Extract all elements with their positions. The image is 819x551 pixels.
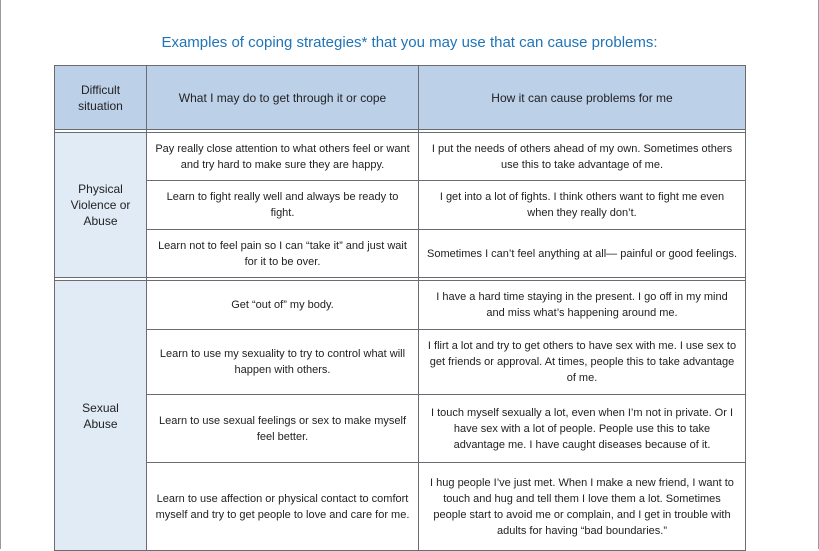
table-row (55, 181, 746, 230)
cope-cell: Learn to fight really well and always be ready to fight. (147, 181, 419, 230)
cope-cell: Learn not to feel pain so I can “take it” and just wait for it to be over. (147, 230, 419, 278)
cope-cell: Get “out of” my body. (147, 281, 419, 330)
cope-cell: Pay really close attention to what others feel or want and try hard to make sure they are happy. (147, 133, 419, 181)
situation-sexual: Sexual Abuse (55, 281, 147, 551)
page-title: Examples of coping strategies* that you may use that can cause problems: (161, 34, 658, 51)
table-row (55, 281, 746, 330)
table-row (55, 395, 746, 463)
problem-cell: Sometimes I can’t feel anything at all— painful or good feelings. (419, 230, 746, 278)
cope-cell: Learn to use affection or physical contact to comfort myself and try to get people to love and care for me. (147, 463, 419, 551)
table-row (55, 330, 746, 395)
cope-cell: Learn to use sexual feelings or sex to make myself feel better. (147, 395, 419, 463)
problem-cell: I hug people I’ve just met. When I make a new friend, I want to touch and hug and tell them I love them a lot. Sometimes people start to avoid me or complain, and I get in trouble with adults for having “bad boundaries.” (419, 463, 746, 551)
table-row (55, 133, 746, 181)
header-problems: How it can cause problems for me (419, 66, 746, 130)
table-row (55, 463, 746, 551)
table-row (55, 230, 746, 278)
problem-cell: I flirt a lot and try to get others to have sex with me. I use sex to get friends or approval. At times, people this to take advantage of me. (419, 330, 746, 395)
problem-cell: I put the needs of others ahead of my own. Sometimes others use this to take advantage of me. (419, 133, 746, 181)
header-cope: What I may do to get through it or cope (147, 66, 419, 130)
header-row (55, 66, 746, 130)
cope-cell: Learn to use my sexuality to try to control what will happen with others. (147, 330, 419, 395)
problem-cell: I get into a lot of fights. I think others want to fight me even when they really don’t. (419, 181, 746, 230)
problem-cell: I have a hard time staying in the present. I go off in my mind and miss what’s happening around me. (419, 281, 746, 330)
situation-physical: Physical Violence or Abuse (55, 133, 147, 278)
problem-cell: I touch myself sexually a lot, even when I’m not in private. Or I have sex with a lot of people. People use this to take advantage me. I have caught diseases because of it. (419, 395, 746, 463)
coping-strategies-table (54, 65, 746, 551)
header-situation: Difficult situation (55, 66, 147, 130)
